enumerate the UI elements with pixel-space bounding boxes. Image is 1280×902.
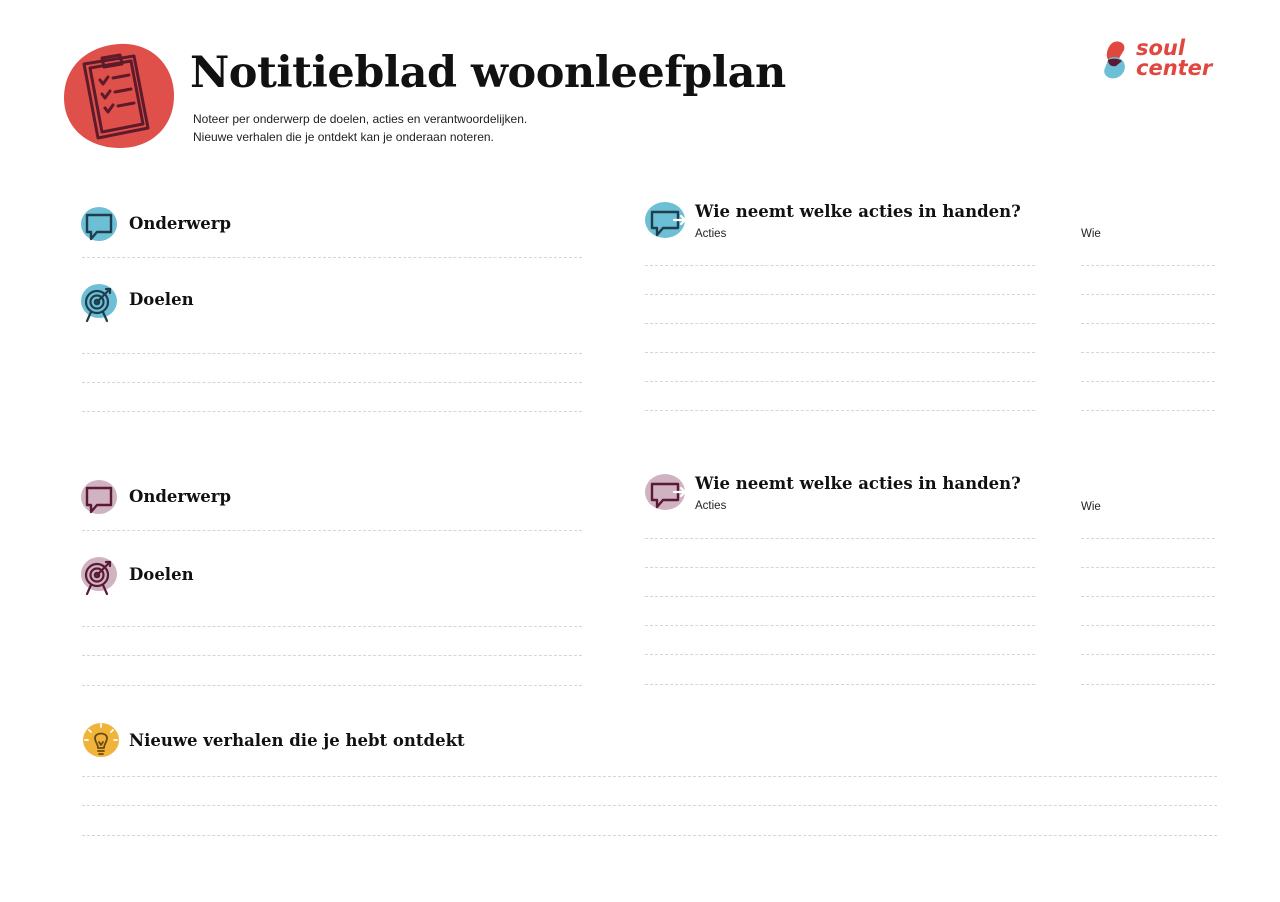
goals-line[interactable]: [82, 382, 582, 383]
action-line[interactable]: [645, 381, 1035, 382]
logo-mark-icon: [1100, 40, 1132, 82]
who-line[interactable]: [1081, 567, 1215, 568]
who-line[interactable]: [1081, 265, 1215, 266]
goals-label: Doelen: [129, 565, 194, 584]
actions-heading: Wie neemt welke acties in handen?: [695, 474, 1021, 493]
actions-column-label: Acties: [695, 228, 727, 240]
page-title: Notitieblad woonleefplan: [190, 48, 786, 98]
logo-text: soul: [1136, 36, 1186, 60]
intro-line: Noteer per onderwerp de doelen, acties en verantwoordelijken.: [193, 112, 528, 126]
subject-label: Onderwerp: [129, 214, 232, 233]
goals-line[interactable]: [82, 626, 582, 627]
speech-bubble-arrow-icon: [644, 200, 688, 242]
action-line[interactable]: [645, 654, 1035, 655]
target-icon: [78, 283, 120, 325]
stories-line[interactable]: [82, 776, 1217, 777]
action-line[interactable]: [645, 596, 1035, 597]
who-column-label: Wie: [1081, 501, 1101, 513]
subject-label: Onderwerp: [129, 487, 232, 506]
goals-line[interactable]: [82, 353, 582, 354]
who-line[interactable]: [1081, 352, 1215, 353]
intro-text: [193, 110, 527, 146]
who-line[interactable]: [1081, 684, 1215, 685]
soul-center-logo: [1100, 38, 1225, 84]
actions-column-label: Acties: [695, 500, 727, 512]
speech-bubble-arrow-icon: [644, 472, 688, 514]
stories-line[interactable]: [82, 805, 1217, 806]
action-line[interactable]: [645, 265, 1035, 266]
goals-line[interactable]: [82, 411, 582, 412]
who-line[interactable]: [1081, 323, 1215, 324]
who-line[interactable]: [1081, 654, 1215, 655]
action-line[interactable]: [645, 684, 1035, 685]
goals-line[interactable]: [82, 685, 582, 686]
subject-line[interactable]: [82, 530, 582, 531]
logo-text: center: [1136, 56, 1213, 80]
action-line[interactable]: [645, 410, 1035, 411]
target-icon: [78, 556, 120, 598]
action-line[interactable]: [645, 294, 1035, 295]
action-line[interactable]: [645, 625, 1035, 626]
stories-heading: Nieuwe verhalen die je hebt ontdekt: [129, 731, 465, 750]
intro-line: Nieuwe verhalen die je ontdekt kan je onderaan noteren.: [193, 130, 494, 144]
speech-bubble-icon: [80, 205, 120, 245]
action-line[interactable]: [645, 538, 1035, 539]
action-line[interactable]: [645, 567, 1035, 568]
actions-heading: Wie neemt welke acties in handen?: [695, 202, 1021, 221]
subject-line[interactable]: [82, 257, 582, 258]
clipboard-icon: [62, 42, 176, 150]
action-line[interactable]: [645, 352, 1035, 353]
lightbulb-icon: [81, 720, 121, 760]
speech-bubble-icon: [80, 478, 120, 518]
who-line[interactable]: [1081, 381, 1215, 382]
stories-line[interactable]: [82, 835, 1217, 836]
action-line[interactable]: [645, 323, 1035, 324]
goals-label: Doelen: [129, 290, 194, 309]
who-column-label: Wie: [1081, 228, 1101, 240]
who-line[interactable]: [1081, 625, 1215, 626]
goals-line[interactable]: [82, 655, 582, 656]
who-line[interactable]: [1081, 294, 1215, 295]
who-line[interactable]: [1081, 410, 1215, 411]
who-line[interactable]: [1081, 596, 1215, 597]
who-line[interactable]: [1081, 538, 1215, 539]
